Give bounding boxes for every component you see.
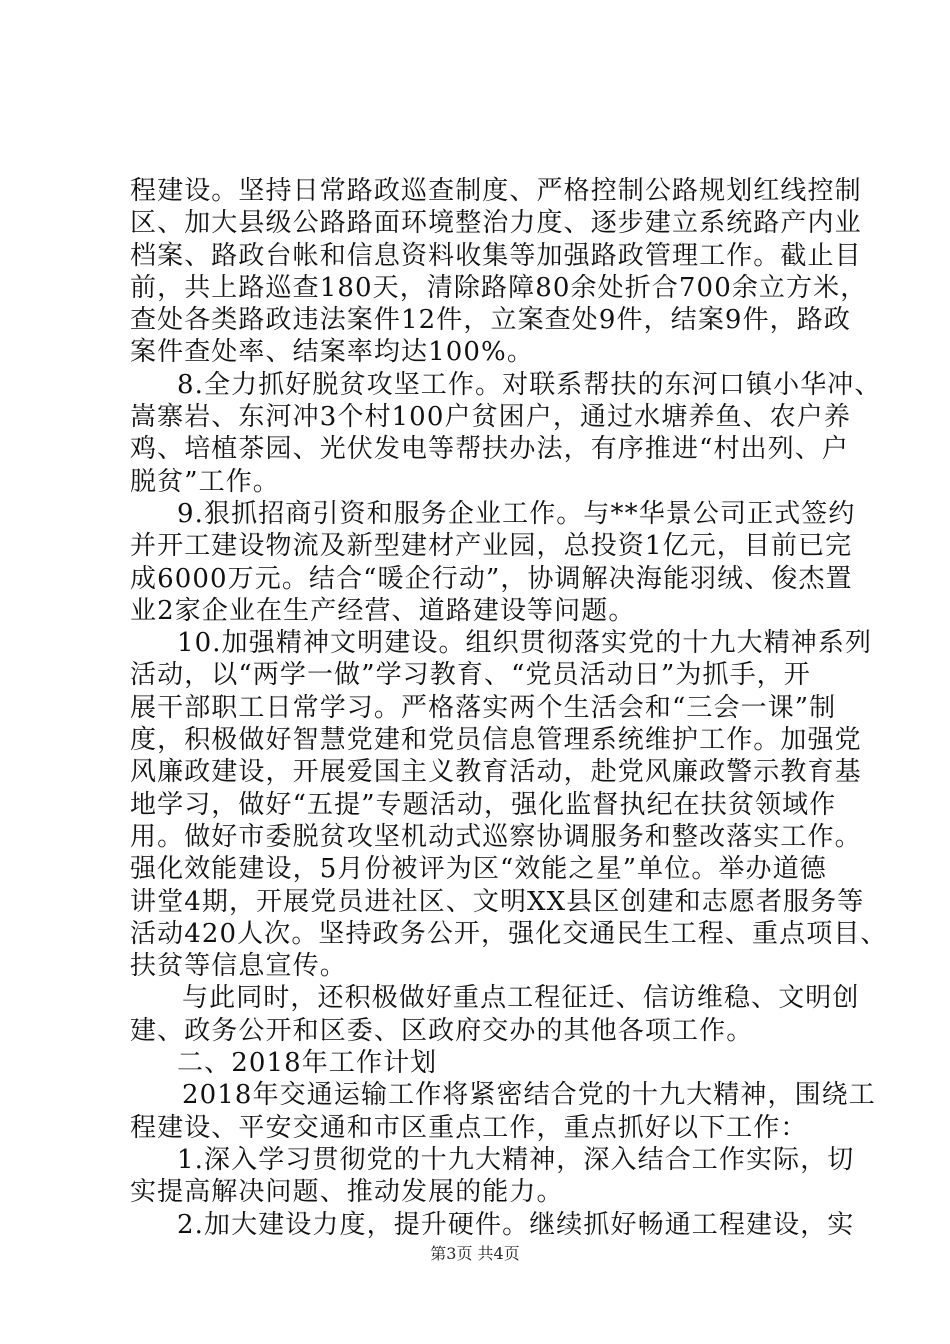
text-line: 并开工建设物流及新型建材产业园，总投资1亿元，目前已完 [130, 531, 853, 562]
text-line: 档案、路政台帐和信息资料收集等加强路政管理工作。截止目 [130, 240, 862, 271]
text-line: 9.狠抓招商引资和服务企业工作。与**华景公司正式签约 [177, 498, 856, 529]
text-line: 活动420人次。坚持政务公开，强化交通民生工程、重点项目、 [130, 918, 888, 949]
text-line: 用。做好市委脱贫攻坚机动式巡察协调服务和整改落实工作。 [130, 821, 862, 852]
text-line: 实提高解决问题、推动发展的能力。 [130, 1177, 564, 1208]
page-number: 第3页 共4页 [430, 1244, 520, 1263]
text-line: 1.深入学习贯彻党的十九大精神，深入结合工作实际，切 [177, 1144, 855, 1175]
text-line: 脱贫”工作。 [130, 466, 280, 497]
text-line: 扶贫等信息宣传。 [130, 951, 347, 982]
text-line: 业2家企业在生产经营、道路建设等问题。 [130, 595, 636, 626]
section-heading: 二、2018年工作计划 [177, 1048, 438, 1079]
text-line: 前，共上路巡查180天，清除路障80余处折合700余立方米， [130, 272, 868, 303]
text-line: 活动，以“两学一做”学习教育、“党员活动日”为抓手，开 [130, 660, 811, 691]
text-line: 地学习，做好“五提”专题活动，强化监督执纪在扶贫领域作 [130, 789, 837, 820]
text-line: 查处各类路政违法案件12件，立案查处9件，结案9件，路政 [130, 305, 851, 336]
text-line: 程建设、平安交通和市区重点工作，重点抓好以下工作： [130, 1112, 808, 1143]
document-body [130, 175, 888, 1241]
text-line: 风廉政建设，开展爱国主义教育活动，赴党风廉政警示教育基 [130, 757, 862, 788]
text-line: 8.全力抓好脱贫攻坚工作。对联系帮扶的东河口镇小华冲、 [177, 369, 882, 400]
text-line: 2018年交通运输工作将紧密结合党的十九大精神，围绕工 [182, 1080, 876, 1111]
text-line: 2.加大建设力度，提升硬件。继续抓好畅通工程建设，实 [177, 1209, 855, 1240]
text-line: 讲堂4期，开展党员进社区、文明XX县区创建和志愿者服务等 [130, 886, 865, 917]
text-line: 区、加大县级公路路面环境整治力度、逐步建立系统路产内业 [130, 208, 862, 239]
text-line: 嵩寨岩、东河冲3个村100户贫困户，通过水塘养鱼、农户养 [130, 402, 851, 433]
text-line: 展干部职工日常学习。严格落实两个生活会和“三会一课”制 [130, 692, 837, 723]
text-line: 鸡、培植茶园、光伏发电等帮扶办法，有序推进“村出列、户 [130, 434, 849, 465]
text-line: 案件查处率、结案率均达100%。 [130, 337, 534, 368]
text-line: 10.加强精神文明建设。组织贯彻落实党的十九大精神系列 [177, 628, 873, 659]
text-line: 度，积极做好智慧党建和党员信息管理系统维护工作。加强党 [130, 725, 862, 756]
text-line: 与此同时，还积极做好重点工程征迁、信访维稳、文明创 [182, 983, 860, 1014]
text-line: 程建设。坚持日常路政巡查制度、严格控制公路规划红线控制 [130, 176, 862, 206]
text-line: 成6000万元。结合“暖企行动”，协调解决海能羽绒、俊杰置 [130, 563, 853, 594]
text-line: 强化效能建设，5月份被评为区“效能之星”单位。举办道德 [130, 854, 827, 885]
text-line: 建、政务公开和区委、区政府交办的其他各项工作。 [130, 1015, 754, 1046]
